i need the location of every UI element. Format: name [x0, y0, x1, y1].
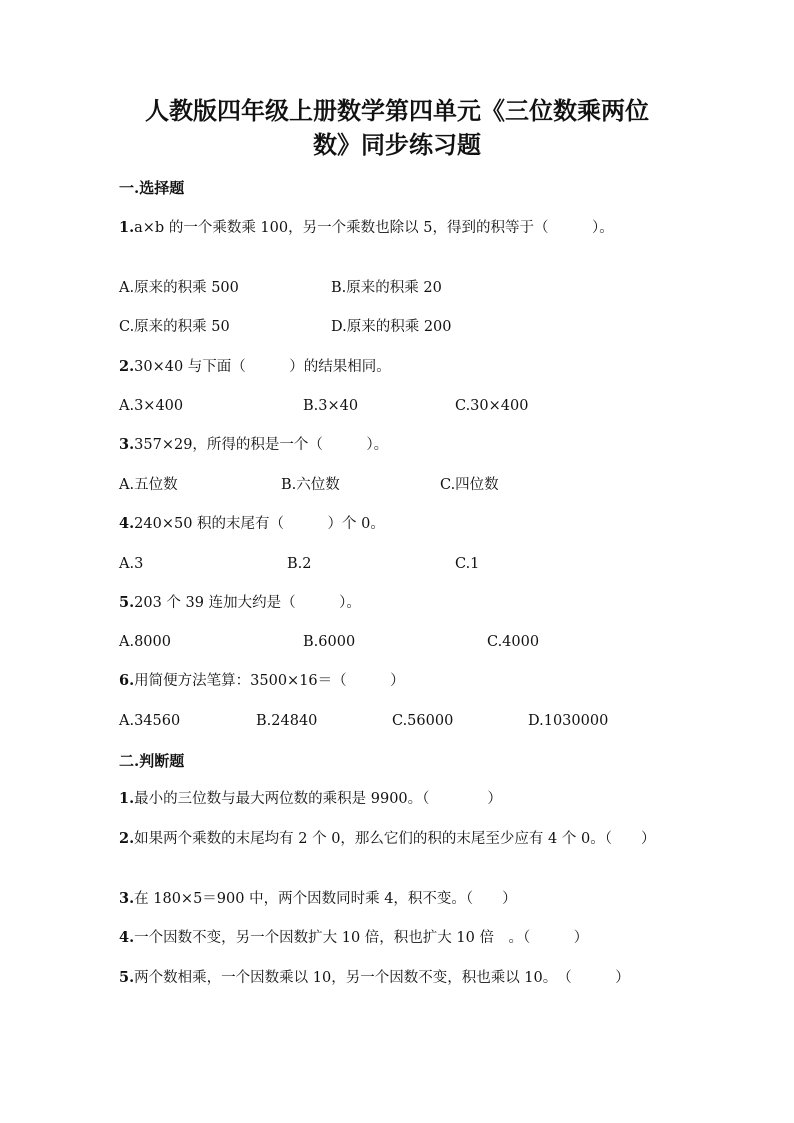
mc-question-5	[119, 593, 679, 613]
question-number: 5.	[119, 594, 135, 611]
question-text: 203 个 39 连加大约是（ ）。	[134, 595, 361, 611]
mc-q1-option-d: D.原来的积乘 200	[331, 319, 452, 335]
mc-q2-option-a: A.3×400	[119, 398, 184, 414]
question-text: 一个因数不变，另一个因数扩大 10 倍，积也扩大 10 倍 。（ ）	[134, 930, 589, 946]
mc-q3-option-c: C.四位数	[440, 477, 499, 493]
mc-q4-option-a: A.3	[119, 556, 144, 572]
mc-q5-option-c: C.4000	[487, 634, 540, 650]
mc-q3-option-b: B.六位数	[281, 477, 340, 493]
question-text: 最小的三位数与最大两位数的乘积是 9900。（ ）	[134, 791, 502, 807]
question-text: 240×50 积的末尾有（ ）个 0。	[134, 516, 385, 532]
mc-q5-option-a: A.8000	[119, 634, 171, 650]
mc-q1-option-c: C.原来的积乘 50	[119, 319, 230, 335]
mc-q2-option-c: C.30×400	[455, 398, 529, 414]
mc-q6-option-d: D.1030000	[528, 713, 609, 729]
mc-q6-option-c: C.56000	[392, 713, 454, 729]
question-number: 1.	[119, 790, 135, 807]
question-number: 2.	[119, 830, 135, 847]
mc-question-4	[119, 514, 679, 534]
question-text: 在 180×5＝900 中，两个因数同时乘 4，积不变。（ ）	[134, 891, 517, 907]
page-title-line-2: 数》同步练习题	[313, 130, 481, 159]
mc-q5-option-b: B.6000	[303, 634, 356, 650]
question-text: 30×40 与下面（ ）的结果相同。	[134, 359, 391, 375]
tf-question-4	[119, 928, 679, 948]
question-text: 两个数相乘，一个因数乘以 10，另一个因数不变，积也乘以 10。 （ ）	[134, 970, 630, 986]
mc-q1-option-a: A.原来的积乘 500	[119, 280, 239, 296]
section-heading-true-false: 二.判断题	[119, 752, 185, 770]
mc-question-2	[119, 357, 679, 377]
question-number: 1.	[119, 219, 135, 236]
question-number: 2.	[119, 358, 135, 375]
mc-q4-option-c: C.1	[455, 556, 480, 572]
mc-question-3	[119, 435, 679, 455]
mc-question-6	[119, 671, 679, 691]
question-number: 3.	[119, 436, 135, 453]
mc-question-1	[119, 218, 679, 238]
tf-question-2	[119, 829, 664, 849]
mc-q6-option-a: A.34560	[119, 713, 181, 729]
tf-question-1	[119, 789, 679, 809]
question-text: a×b 的一个乘数乘 100，另一个乘数也除以 5，得到的积等于（ ）。	[134, 220, 614, 236]
question-number: 4.	[119, 929, 135, 946]
tf-question-5	[119, 968, 679, 988]
page-title-line-1: 人教版四年级上册数学第四单元《三位数乘两位	[145, 96, 649, 125]
mc-q3-option-a: A.五位数	[119, 477, 178, 493]
mc-q1-option-b: B.原来的积乘 20	[331, 280, 442, 296]
question-number: 5.	[119, 969, 135, 986]
question-text: 用简便方法笔算：3500×16＝（ ）	[134, 673, 405, 689]
question-text: 如果两个乘数的末尾均有 2 个 0，那么它们的积的末尾至少应有 4 个 0。（ ）	[134, 831, 656, 847]
question-number: 6.	[119, 672, 135, 689]
tf-question-3	[119, 889, 679, 909]
question-number: 4.	[119, 515, 135, 532]
mc-q6-option-b: B.24840	[256, 713, 318, 729]
question-text: 357×29，所得的积是一个（ ）。	[134, 437, 389, 453]
mc-q4-option-b: B.2	[287, 556, 312, 572]
mc-q2-option-b: B.3×40	[303, 398, 359, 414]
question-number: 3.	[119, 890, 135, 907]
section-heading-multiple-choice: 一.选择题	[119, 179, 185, 197]
